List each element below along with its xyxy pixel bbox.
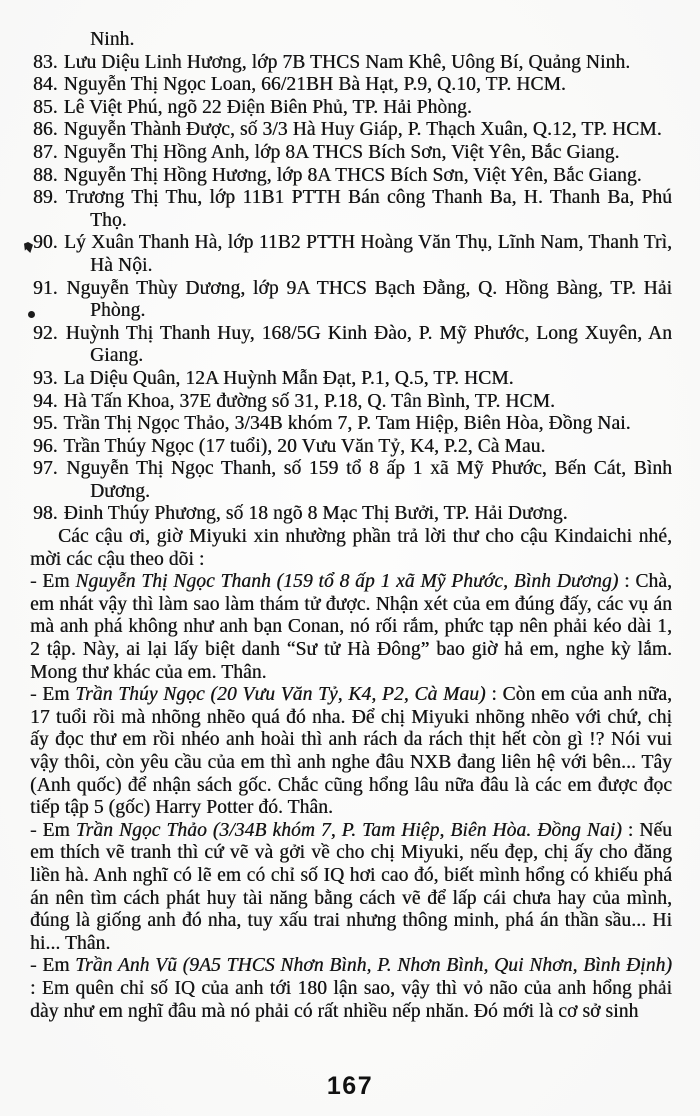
reply-body: Em quên chỉ số IQ của anh tới 180 lận sao, vậy thì vỏ não của anh hổng phải dày như em nghĩ đâu mà nó phải có rất nhiều nếp nhăn. Đó mới là cơ sở sinh	[30, 977, 672, 1022]
reply-prefix: - Em	[30, 819, 76, 841]
list-entry	[33, 367, 672, 391]
entry-number: 86.	[33, 119, 58, 141]
reply-name-address: Trần Anh Vũ (9A5 THCS Nhơn Bình, P. Nhơn Bình, Qui Nhơn, Bình Định)	[75, 955, 672, 977]
entry-number: 87.	[33, 141, 58, 163]
text-column	[30, 29, 672, 1023]
list-entry	[33, 390, 672, 414]
list-entry	[33, 458, 672, 503]
reply-paragraph	[30, 571, 672, 684]
entry-text: La Diệu Quân, 12A Huỳnh Mẫn Đạt, P.1, Q.5, TP. HCM.	[63, 367, 514, 389]
entry-number: 98.	[33, 503, 58, 525]
reply-body: Nếu em thích vẽ tranh thì cứ vẽ và gởi về cho chị Miyuki, nếu đẹp, chị ấy cho đăng liền hà. Anh nghĩ có lẽ em có chỉ số IQ hơi cao đó, biết mình hổng có khiếu phá án nên tìm cách phát huy tài năng bằng cách vẽ để lấp cái chưa hay của mình, đúng là giống anh đó nha, tuy xấu trai nhưng thông minh, phá án thần sầu... Hi hi... Thân.	[30, 819, 673, 954]
entry-number: 83.	[33, 51, 58, 73]
entry-text: Nguyễn Thị Hồng Hương, lớp 8A THCS Bích Sơn, Việt Yên, Bắc Giang.	[63, 164, 642, 186]
entry-number: 95.	[33, 413, 58, 435]
reply-name-address: Trần Thúy Ngọc (20 Vưu Văn Tỷ, K4, P2, Cà Mau)	[75, 684, 486, 706]
reply-paragraph	[30, 684, 672, 820]
list-entry	[33, 503, 672, 526]
reply-name-address: Nguyễn Thị Ngọc Thanh (159 tổ 8 ấp 1 xã Mỹ Phước, Bình Dương)	[75, 571, 619, 593]
list-entry	[33, 277, 672, 323]
list-entry	[33, 74, 672, 97]
entry-text: Đinh Thúy Phương, số 18 ngõ 8 Mạc Thị Bưởi, TP. Hải Dương.	[63, 503, 568, 525]
reply-prefix: - Em	[30, 684, 76, 706]
reply-paragraph	[30, 955, 672, 1023]
entry-text: Lưu Diệu Linh Hương, lớp 7B THCS Nam Khê, Uông Bí, Quảng Ninh.	[63, 51, 631, 73]
list-entry	[33, 435, 672, 459]
entry-number: 85.	[33, 96, 58, 118]
entry-text: Huỳnh Thị Thanh Huy, 168/5G Kinh Đào, P. Mỹ Phước, Long Xuyên, An Giang.	[65, 322, 672, 367]
entry-number: 93.	[33, 367, 58, 389]
reply-paragraph	[30, 820, 672, 956]
entry-text: Nguyễn Thị Hồng Anh, lớp 8A THCS Bích Sơn, Việt Yên, Bắc Giang.	[63, 141, 620, 163]
reply-prefix: - Em	[30, 571, 76, 593]
entry-text: Trương Thị Thu, lớp 11B1 PTTH Bán công Thanh Ba, H. Thanh Ba, Phú Thọ.	[65, 187, 672, 231]
entry-number: 97.	[33, 458, 58, 480]
list-entry	[33, 232, 672, 277]
entry-text: Nguyễn Thị Ngọc Thanh, số 159 tổ 8 ấp 1 xã Mỹ Phước, Bến Cát, Bình Dương.	[66, 458, 672, 502]
entry-number: 84.	[33, 74, 58, 96]
list-entry	[33, 51, 672, 75]
page-number: 167	[326, 1072, 374, 1100]
entry-text: Lý Xuân Thanh Hà, lớp 11B2 PTTH Hoàng Văn Thụ, Lĩnh Nam, Thanh Trì, Hà Nội.	[64, 232, 672, 276]
entry-text: Trần Thúy Ngọc (17 tuổi), 20 Vưu Văn Tỷ, K4, P.2, Cà Mau.	[63, 435, 546, 457]
entry-number: 89.	[33, 187, 58, 209]
entry-text: Nguyễn Thị Ngọc Loan, 66/21BH Bà Hạt, P.9, Q.10, TP. HCM.	[63, 74, 566, 96]
list-entry	[33, 141, 672, 165]
reply-separator: :	[618, 571, 636, 593]
entry-text: Nguyễn Thùy Dương, lớp 9A THCS Bạch Đằng, Q. Hồng Bàng, TP. Hải Phòng.	[66, 277, 672, 322]
reply-body: Còn em của anh nữa, 17 tuổi rồi mà nhõng nhẽo quá đó nha. Để chị Miyuki nhõng nhẽo với chứ, chị ấy đọc thư em rồi nhéo anh hoài thì anh rách da rách thịt hết còn gì !? Nói vui vậy thôi, còn yêu cầu của em thì anh nghe đâu NXB đang liên hệ với bên... Tây (Anh quốc) để nhận sách gốc. Chắc cũng hổng lâu nữa đâu là các em được đọc tiếp tập 5 (gốc) Harry Potter đó. Thân.	[30, 684, 673, 819]
entry-text: Nguyễn Thành Được, số 3/3 Hà Huy Giáp, P. Thạch Xuân, Q.12, TP. HCM.	[63, 119, 662, 141]
entry-text: Hà Tấn Khoa, 37E đường số 31, P.18, Q. Tân Bình, TP. HCM.	[63, 390, 556, 412]
carryover-line: Ninh.	[90, 29, 135, 50]
list-entry	[33, 164, 672, 188]
entry-number: 88.	[33, 164, 58, 186]
entry-text: Lê Việt Phú, ngõ 22 Điện Biên Phủ, TP. Hải Phòng.	[63, 96, 472, 118]
reply-separator: :	[621, 819, 640, 841]
entry-number: 96.	[33, 435, 58, 457]
reply-separator: :	[30, 977, 42, 999]
list-entry	[33, 413, 672, 436]
list-entry	[33, 96, 672, 120]
intro-paragraph: Các cậu ơi, giờ Miyuki xin nhường phần trả lời thư cho cậu Kindaichi nhé, mời các cậu theo dõi :	[30, 526, 672, 570]
entry-number: 94.	[33, 390, 58, 412]
reply-prefix: - Em	[30, 955, 76, 977]
reply-separator: :	[485, 684, 503, 706]
entry-number: 92.	[33, 322, 58, 344]
entry-text: Trần Thị Ngọc Thảo, 3/34B khóm 7, P. Tam Hiệp, Biên Hòa, Đồng Nai.	[63, 413, 631, 435]
entry-number: 91.	[33, 277, 58, 299]
list-entry	[33, 187, 672, 232]
list-entry	[33, 119, 672, 142]
list-entry	[33, 322, 672, 368]
reply-body: Chà, em nhát vậy thì làm sao làm thám tử được. Nhận xét của em đúng đấy, các vụ án mà anh phá không như anh bạn Conan, nó rối rắm, phức tạp nên phải kéo dài 1, 2 tập. Này, ai lại lấy biệt danh “Sư tử Hà Đông” bao giờ hả em, nghe kỳ lắm. Mong thư khác của em. Thân.	[30, 571, 673, 683]
entry-number: 90.	[33, 232, 58, 254]
reply-name-address: Trần Ngọc Thảo (3/34B khóm 7, P. Tam Hiệp, Biên Hòa. Đồng Nai)	[75, 819, 622, 841]
